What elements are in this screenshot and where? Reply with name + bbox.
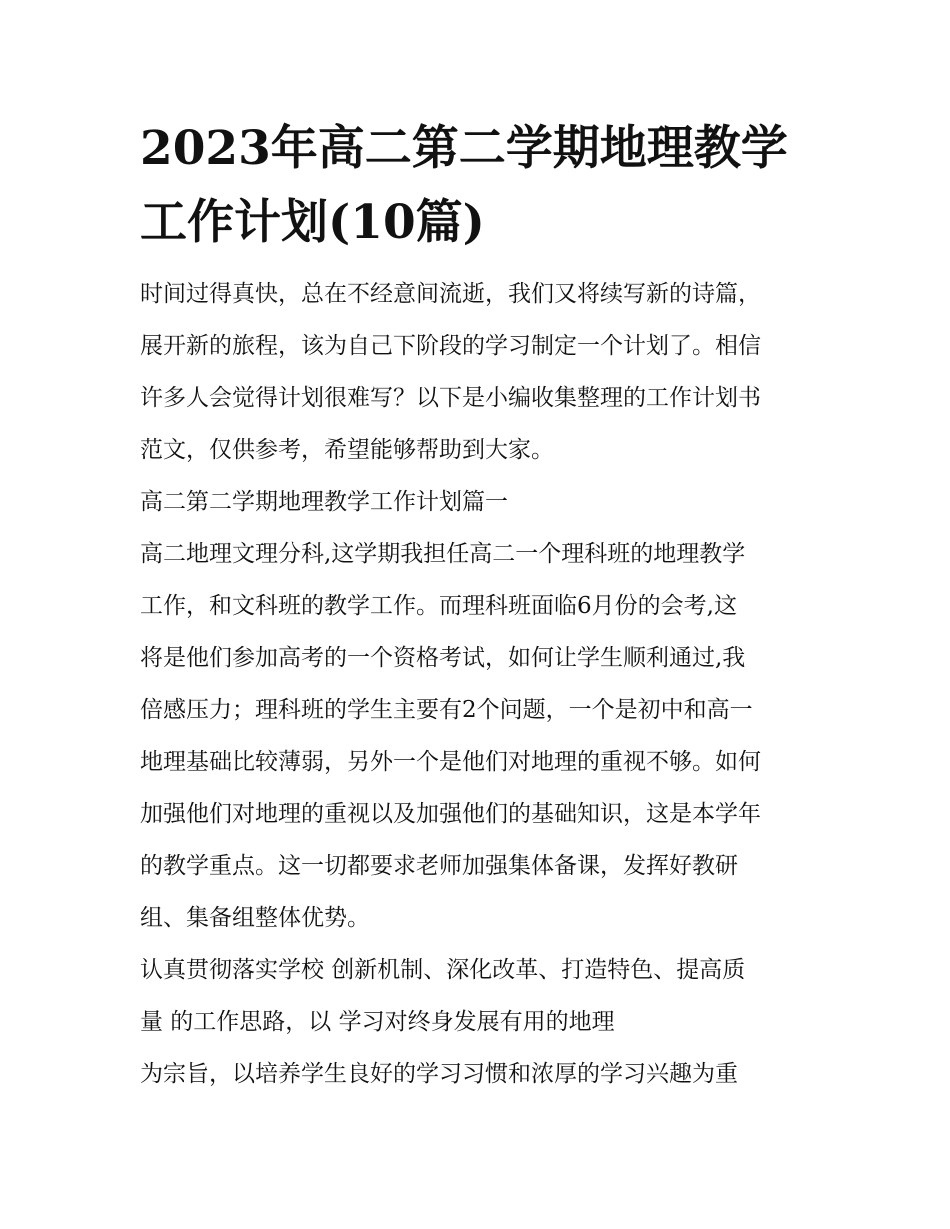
body-line-4: 范文，仅供参考，希望能够帮助到大家。 (140, 437, 554, 463)
body-line-15: 量 的工作思路，以 学习对终身发展有用的地理 (140, 1009, 615, 1035)
document-title (140, 112, 815, 260)
document-page (140, 112, 815, 1100)
title-line-1: 2023年高二第二学期地理教学 (140, 121, 788, 176)
body-line-1: 时间过得真快，总在不经意间流逝，我们又将续写新的诗篇， (140, 281, 761, 307)
body-line-14: 认真贯彻落实学校 创新机制、深化改革、打造特色、提高质 (140, 957, 746, 983)
body-line-16: 为宗旨，以培养学生良好的学习习惯和浓厚的学习兴趣为重 (140, 1061, 738, 1087)
body-line-9: 倍感压力；理科班的学生主要有2个问题，一个是初中和高一 (140, 697, 753, 723)
body-line-6: 高二地理文理分科,这学期我担任高二一个理科班的地理教学 (140, 541, 746, 567)
section-heading: 高二第二学期地理教学工作计划篇一 (140, 489, 508, 515)
document-body (140, 268, 815, 1100)
body-line-7: 工作，和文科班的教学工作。而理科班面临6月份的会考,这 (140, 593, 737, 619)
body-line-11: 加强他们对地理的重视以及加强他们的基础知识，这是本学年 (140, 801, 761, 827)
body-line-8: 将是他们参加高考的一个资格考试，如何让学生顺利通过,我 (140, 645, 746, 671)
body-line-10: 地理基础比较薄弱，另外一个是他们对地理的重视不够。如何 (140, 749, 761, 775)
title-line-2: 工作计划(10篇) (140, 195, 485, 250)
body-line-13: 组、集备组整体优势。 (140, 905, 370, 931)
body-line-12: 的教学重点。这一切都要求老师加强集体备课，发挥好教研 (140, 853, 738, 879)
body-line-3: 许多人会觉得计划很难写？以下是小编收集整理的工作计划书 (140, 385, 761, 411)
body-line-2: 展开新的旅程，该为自己下阶段的学习制定一个计划了。相信 (140, 333, 761, 359)
